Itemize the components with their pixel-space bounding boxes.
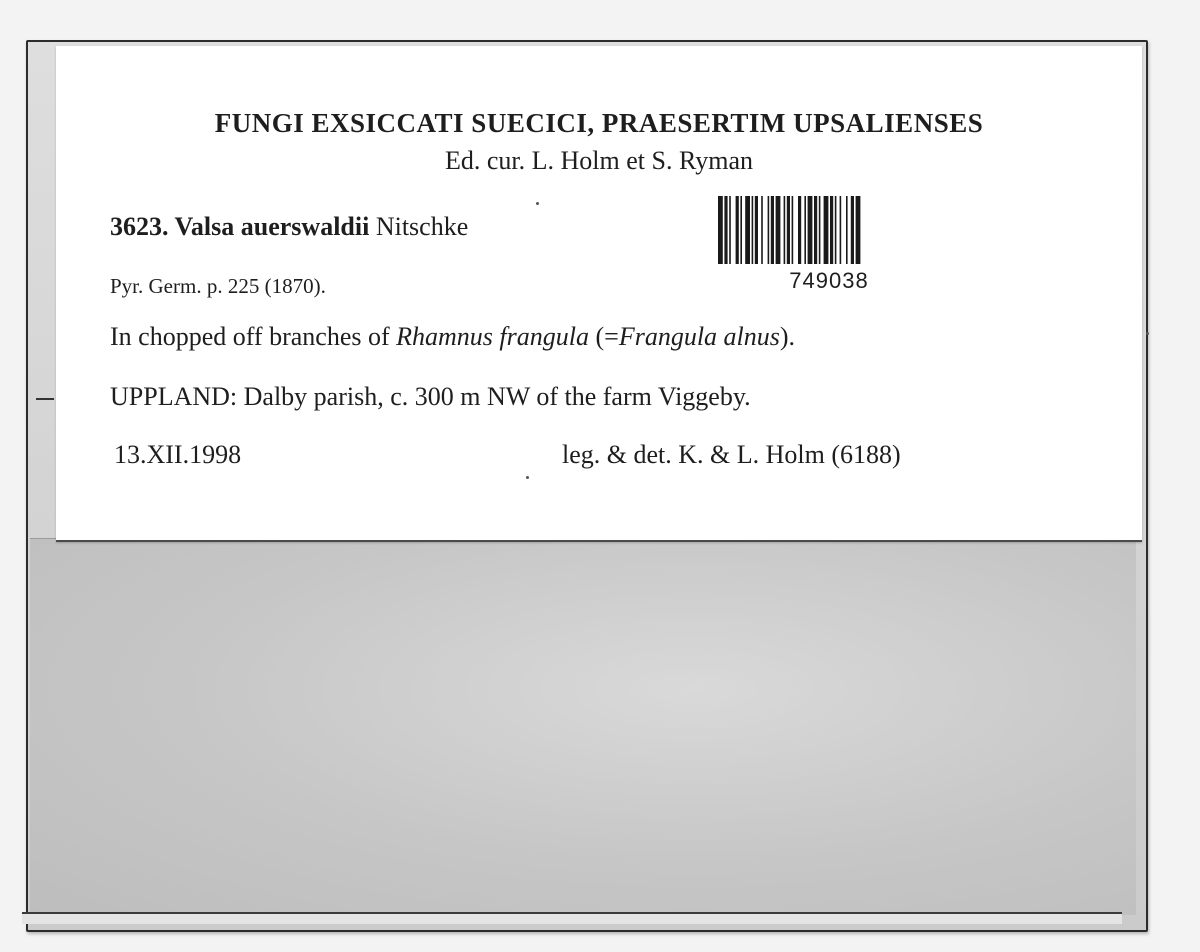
substrate-synonym-open: (= [595, 322, 619, 351]
barcode-bar [718, 196, 723, 264]
collector-line: leg. & det. K. & L. Holm (6188) [562, 440, 901, 469]
barcode-bar [851, 196, 854, 264]
species-line [110, 212, 468, 242]
speck [536, 202, 539, 205]
barcode-bar [824, 196, 829, 264]
barcode-bar [856, 196, 861, 264]
barcode-bar [768, 196, 770, 264]
substrate-line [110, 322, 795, 352]
barcode-bar [761, 196, 763, 264]
barcode-bar [787, 196, 790, 264]
reference-line: Pyr. Germ. p. 225 (1870). [110, 274, 326, 298]
barcode-bar [736, 196, 739, 264]
pencil-mark [36, 398, 54, 400]
envelope-flap [30, 538, 1136, 915]
species-number-name: 3623. Valsa auerswaldii [110, 212, 370, 241]
barcode-bar [776, 196, 781, 264]
locality-line: UPPLAND: Dalby parish, c. 300 m NW of the farm Viggeby. [110, 382, 751, 411]
barcode-bar [804, 196, 806, 264]
barcode-bar [745, 196, 750, 264]
barcode-bar [830, 196, 833, 264]
barcode-bar [724, 196, 727, 264]
barcode-bar [784, 196, 786, 264]
barcode-bar [771, 196, 774, 264]
barcode-bar [798, 196, 801, 264]
speck [1146, 332, 1149, 335]
barcode-bar [835, 196, 837, 264]
barcode-bar [814, 196, 817, 264]
barcode-bar [808, 196, 813, 264]
speck [526, 476, 529, 479]
barcode-bar [840, 196, 842, 264]
barcode-bar [846, 196, 848, 264]
series-title: FUNGI EXSICCATI SUECICI, PRAESERTIM UPSALIENSES [214, 108, 984, 138]
substrate-synonym: Frangula alnus [618, 322, 780, 351]
envelope-bottom-edge [22, 912, 1122, 924]
barcode-bar [819, 196, 821, 264]
species-author: Nitschke [375, 212, 469, 241]
barcode-bar [752, 196, 754, 264]
barcode-bar [792, 196, 794, 264]
barcode-bar [729, 196, 731, 264]
barcode-bar [755, 196, 758, 264]
barcode-number: 749038 [789, 268, 869, 293]
editors-line: Ed. cur. L. Holm et S. Ryman [444, 146, 754, 175]
substrate-prefix: In chopped off branches of [110, 322, 390, 351]
barcode-bar [740, 196, 742, 264]
collection-date: 13.XII.1998 [114, 440, 242, 469]
barcode [718, 196, 940, 264]
substrate-host: Rhamnus frangula [396, 322, 589, 351]
specimen-label [56, 46, 1142, 542]
substrate-synonym-close: ). [779, 322, 796, 351]
